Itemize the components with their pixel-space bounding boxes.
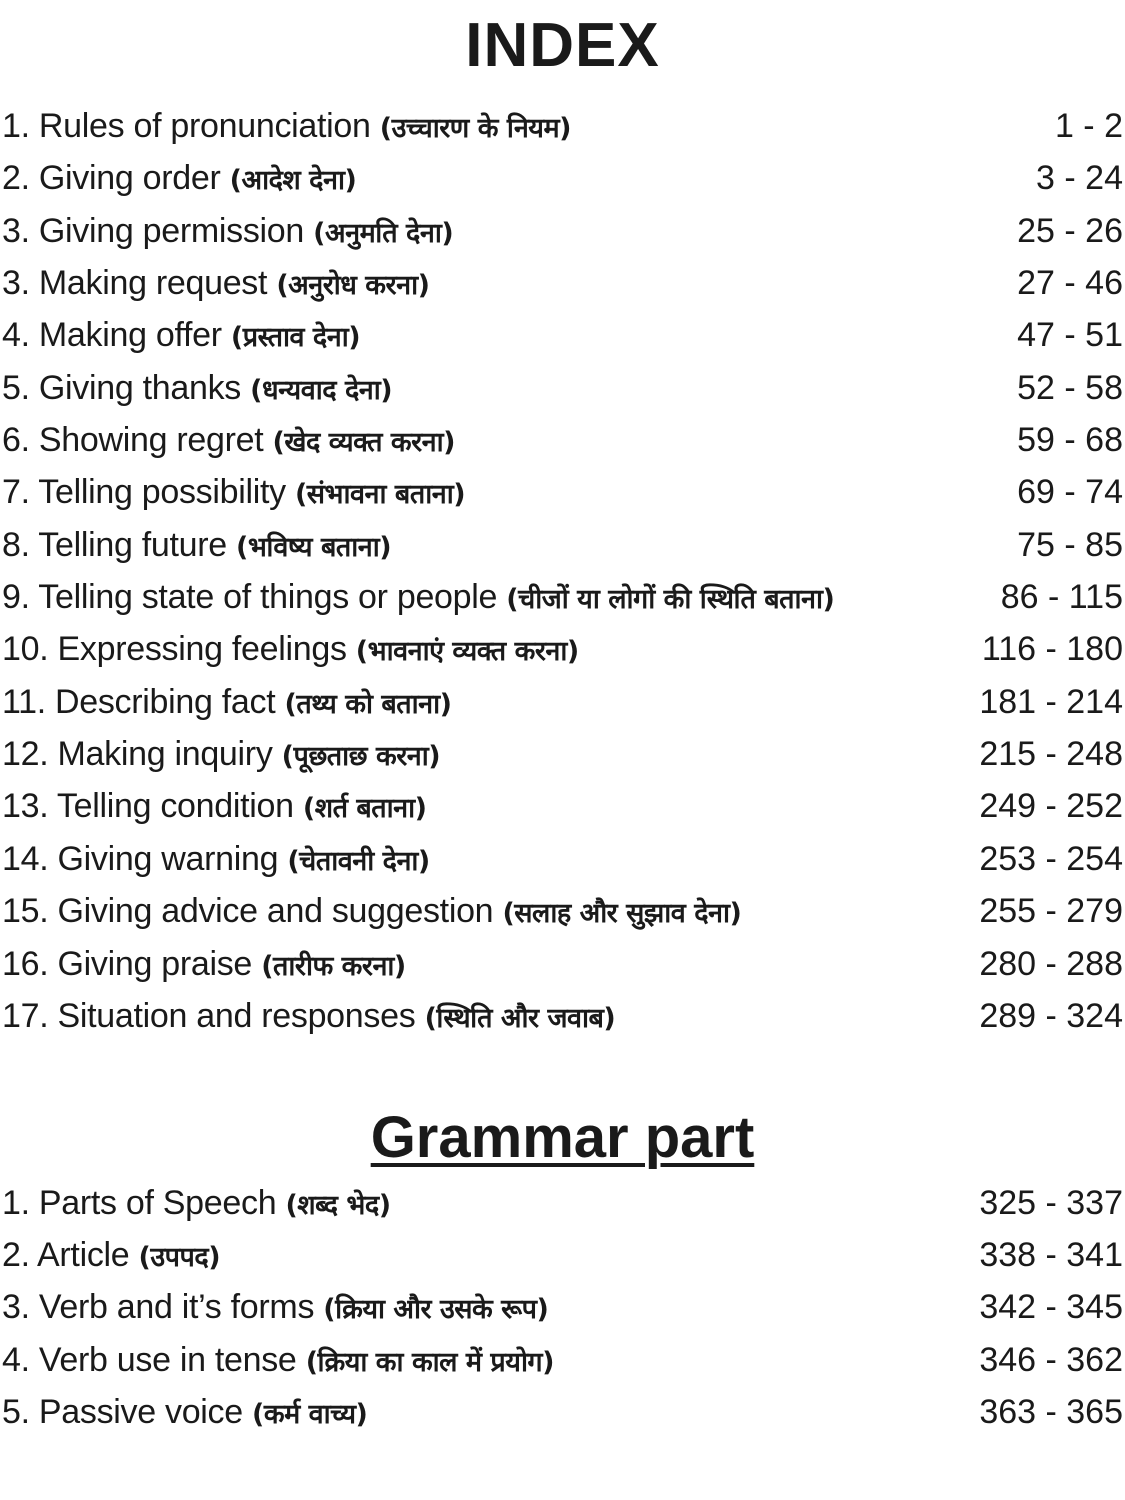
entry-title: 3. Making request bbox=[2, 264, 277, 303]
index-entry bbox=[0, 571, 1125, 623]
entry-hindi: (अनुमति देना) bbox=[313, 217, 454, 249]
index-entry bbox=[0, 257, 1125, 309]
entry-title: 5. Giving thanks bbox=[2, 368, 251, 407]
entry-title: 14. Giving warning bbox=[2, 839, 288, 878]
entry-pages: 255 - 279 bbox=[979, 892, 1123, 931]
entry-title: 17. Situation and responses bbox=[2, 996, 425, 1035]
entry-hindi: (प्रस्ताव देना) bbox=[230, 322, 361, 354]
entry-title: 13. Telling condition bbox=[2, 787, 303, 826]
entry-hindi: (चीजों या लोगों की स्थिति बताना) bbox=[506, 584, 835, 616]
entry-pages: 27 - 46 bbox=[1017, 264, 1123, 303]
entry-pages: 3 - 24 bbox=[1036, 159, 1123, 198]
entry-pages: 59 - 68 bbox=[1017, 421, 1123, 460]
entry-hindi: (अनुरोध करना) bbox=[276, 270, 430, 302]
index-entry bbox=[0, 938, 1125, 990]
entry-pages: 338 - 341 bbox=[979, 1236, 1123, 1275]
entry-hindi: (धन्यवाद देना) bbox=[250, 374, 393, 406]
entry-title: 3. Giving permission bbox=[2, 211, 314, 250]
entry-pages: 289 - 324 bbox=[979, 996, 1123, 1035]
index-entry bbox=[0, 309, 1125, 361]
index-entry bbox=[0, 780, 1125, 832]
entry-title: 4. Making offer bbox=[2, 316, 231, 355]
index-entry bbox=[0, 623, 1125, 675]
index-entry bbox=[0, 100, 1125, 152]
grammar-entry bbox=[0, 1386, 1125, 1438]
entry-pages: 215 - 248 bbox=[979, 735, 1123, 774]
entry-title: 4. Verb use in tense bbox=[2, 1340, 306, 1379]
entry-hindi: (स्थिति और जवाब) bbox=[424, 1002, 616, 1034]
entry-hindi: (खेद व्यक्त करना) bbox=[272, 427, 455, 459]
entry-pages: 253 - 254 bbox=[979, 839, 1123, 878]
entry-pages: 52 - 58 bbox=[1017, 368, 1123, 407]
entry-hindi: (तारीफ करना) bbox=[261, 950, 406, 982]
index-entry bbox=[0, 519, 1125, 571]
entry-title: 2. Giving order bbox=[2, 159, 230, 198]
entry-hindi: (शर्त बताना) bbox=[302, 793, 427, 825]
entry-pages: 86 - 115 bbox=[1000, 578, 1123, 617]
index-title: INDEX bbox=[465, 11, 660, 80]
grammar-entry bbox=[0, 1334, 1125, 1386]
entry-hindi: (आदेश देना) bbox=[229, 165, 357, 197]
entry-hindi: (संभावना बताना) bbox=[294, 479, 466, 511]
index-entry bbox=[0, 466, 1125, 518]
entry-pages: 346 - 362 bbox=[979, 1340, 1123, 1379]
grammar-section-title bbox=[0, 1100, 1125, 1176]
entry-title: 12. Making inquiry bbox=[2, 735, 282, 774]
entry-hindi: (चेतावनी देना) bbox=[287, 845, 430, 877]
entry-title: 16. Giving praise bbox=[2, 944, 262, 983]
entry-title: 2. Article bbox=[2, 1236, 139, 1275]
entry-hindi: (उच्चारण के नियम) bbox=[379, 113, 571, 144]
entry-title: 1. Rules of pronunciation bbox=[2, 107, 380, 145]
entry-pages: 25 - 26 bbox=[1017, 211, 1123, 250]
entry-title: 8. Telling future bbox=[2, 525, 237, 564]
entry-title: 9. Telling state of things or people bbox=[2, 578, 507, 617]
grammar-entry bbox=[0, 1281, 1125, 1333]
index-entry bbox=[0, 990, 1125, 1042]
entry-hindi: (पूछताछ करना) bbox=[281, 741, 441, 773]
entry-hindi: (कर्म वाच्य) bbox=[252, 1398, 368, 1430]
entry-hindi: (भावनाएं व्यक्त करना) bbox=[355, 636, 579, 668]
index-list bbox=[0, 100, 1125, 1042]
entry-title: 3. Verb and it’s forms bbox=[2, 1288, 324, 1327]
entry-hindi: (सलाह और सुझाव देना) bbox=[502, 898, 742, 930]
entry-pages: 325 - 337 bbox=[979, 1184, 1123, 1222]
entry-pages: 249 - 252 bbox=[979, 787, 1123, 826]
entry-pages: 342 - 345 bbox=[979, 1288, 1123, 1327]
entry-title: 11. Describing fact bbox=[2, 682, 285, 721]
entry-hindi: (भविष्य बताना) bbox=[236, 531, 392, 563]
entry-pages: 69 - 74 bbox=[1017, 473, 1123, 512]
entry-pages: 181 - 214 bbox=[979, 682, 1123, 721]
entry-title: 15. Giving advice and suggestion bbox=[2, 892, 503, 931]
grammar-entry bbox=[0, 1177, 1125, 1229]
index-entry bbox=[0, 728, 1125, 780]
entry-title: 6. Showing regret bbox=[2, 421, 273, 460]
entry-title: 1. Parts of Speech bbox=[2, 1184, 286, 1222]
grammar-list bbox=[0, 1177, 1125, 1438]
entry-title: 7. Telling possibility bbox=[2, 473, 295, 512]
entry-hindi: (क्रिया का काल में प्रयोग) bbox=[305, 1346, 554, 1378]
index-entry bbox=[0, 152, 1125, 204]
grammar-title-text: Grammar part bbox=[370, 1105, 755, 1170]
grammar-entry bbox=[0, 1229, 1125, 1281]
entry-hindi: (क्रिया और उसके रूप) bbox=[323, 1294, 549, 1326]
index-entry bbox=[0, 833, 1125, 885]
index-entry bbox=[0, 676, 1125, 728]
entry-title: 5. Passive voice bbox=[2, 1392, 253, 1431]
entry-pages: 116 - 180 bbox=[981, 630, 1123, 669]
index-entry bbox=[0, 205, 1125, 257]
entry-title: 10. Expressing feelings bbox=[2, 630, 356, 669]
index-entry bbox=[0, 414, 1125, 466]
entry-pages: 280 - 288 bbox=[979, 944, 1123, 983]
entry-hindi: (शब्द भेद) bbox=[285, 1190, 391, 1221]
entry-pages: 47 - 51 bbox=[1017, 316, 1123, 355]
entry-hindi: (उपपद) bbox=[138, 1242, 221, 1274]
index-entry bbox=[0, 885, 1125, 937]
entry-hindi: (तथ्य को बताना) bbox=[284, 688, 452, 720]
entry-pages: 363 - 365 bbox=[979, 1392, 1123, 1431]
entry-pages: 75 - 85 bbox=[1017, 525, 1123, 564]
entry-pages: 1 - 2 bbox=[1054, 107, 1123, 145]
index-entry bbox=[0, 362, 1125, 414]
